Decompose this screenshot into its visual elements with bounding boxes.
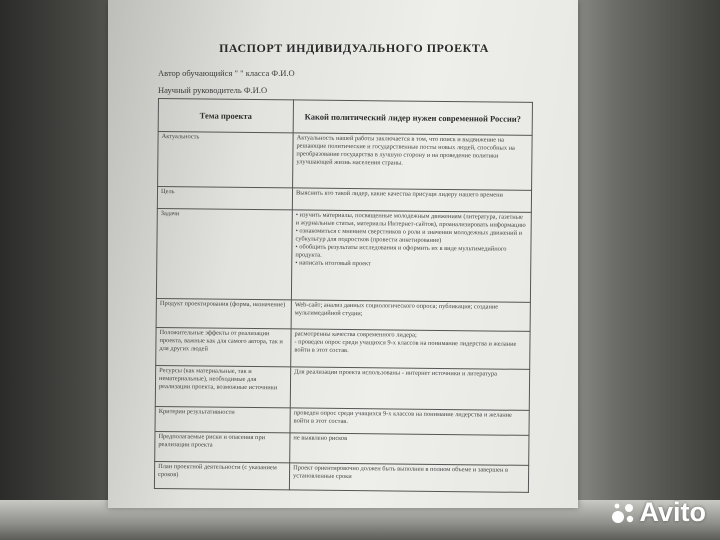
- avito-logo-icon: [610, 500, 636, 526]
- table-row: [156, 209, 531, 303]
- document-title: ПАСПОРТ ИНДИВИДУАЛЬНОГО ПРОЕКТА: [219, 41, 489, 55]
- row-label-goal: Цель: [157, 186, 292, 210]
- project-passport-table: [154, 98, 533, 493]
- row-content-risks: не выявлено рисков: [290, 433, 529, 466]
- row-content-goal: Выяснить кто такой лидер, какие качества присущи лидеру нашего времени: [292, 188, 531, 213]
- task-item: • ознакомиться с мнением сверстников о роли и значении молодежных движений и субкультур для подростков (провести анкетирование): [295, 227, 523, 245]
- table-row: [158, 131, 533, 190]
- row-content-resources: Для реализации проекта использованы - интернет источники и литература: [290, 367, 529, 410]
- task-item: • изучить материалы, посвященные молодежным движениям (литература, газетные и журнальные статьи, материалы Интернет-сайтов), проанализировать информацию: [295, 211, 526, 230]
- row-content-criteria: проведен опрос среди учащихся 9-х классов на понимание лидерства и желание войти в этот состав.: [290, 408, 529, 435]
- row-label-product: Продукт проектирования (форма, назначение): [156, 299, 291, 329]
- task-item: • написать итоговый проект: [295, 259, 371, 268]
- table-row: [155, 431, 529, 466]
- table-row: [155, 366, 529, 411]
- row-content-plan: Проект ориентировочно должен быть выполнен в полном объеме и завершен в установленные сроки: [289, 463, 528, 492]
- table-row: [156, 299, 530, 331]
- supervisor-line: [158, 85, 267, 95]
- row-label-risks: Предполагаемые риски и опасения при реализации проекта: [155, 431, 290, 463]
- document-page: [108, 0, 578, 508]
- row-label-effects: Положительные эффекты от реализации проекта, важные как для самого автора, так и для других людей: [156, 327, 291, 367]
- author-label: Автор обучающийся " " класса: [158, 68, 270, 78]
- row-content-tasks: [291, 210, 531, 302]
- table-header-row: [158, 99, 532, 136]
- header-topic-value: Какой политический лидер нужен современной России?: [293, 100, 532, 135]
- effect-item: расмотренны качества современного лидера;: [294, 330, 417, 339]
- task-item: • обобщить результаты исследования и оформить их в виде мультимедийного продукта.: [295, 243, 507, 259]
- effect-item: - проведен опрос среди учащихся 9-х классов на понимание лидерства и желание войти в этот состав.: [294, 338, 517, 354]
- avito-brand-text: Avito: [639, 497, 706, 527]
- author-value: Ф.И.О: [271, 68, 295, 78]
- row-label-resources: Ресурсы (как материальные, так и нематериальные), необходимые для реализации проекта, возможные источники: [155, 366, 290, 408]
- table-row: [156, 327, 530, 370]
- supervisor-value: Ф.И.О: [243, 85, 268, 95]
- row-content-effects: [291, 329, 530, 370]
- row-content-product: Web-сайт; анализ данных социологического опроса; публикация; создание мультимедийной студии;: [291, 300, 530, 331]
- author-line: [158, 68, 295, 78]
- row-label-tasks: Задачи: [156, 209, 292, 300]
- row-label-criteria: Критерии результативности: [155, 407, 290, 433]
- table-row: [154, 462, 528, 493]
- supervisor-label: Научный руководитель: [158, 85, 242, 95]
- row-label-plan: План проектной деятельности (с указанием сроков): [154, 462, 289, 490]
- row-label-relevance: Актуальность: [158, 131, 294, 188]
- row-content-relevance: Актуальность нашей работы заключается в том, что поиск и выдвижение на решающие политические и государственные посты новых людей, способных на преобразование государства в лучшую сторону и на проведение политики улучшающей жизнь населения страны.: [293, 133, 533, 191]
- header-topic-label: Тема проекта: [158, 99, 293, 133]
- avito-watermark: [610, 497, 707, 528]
